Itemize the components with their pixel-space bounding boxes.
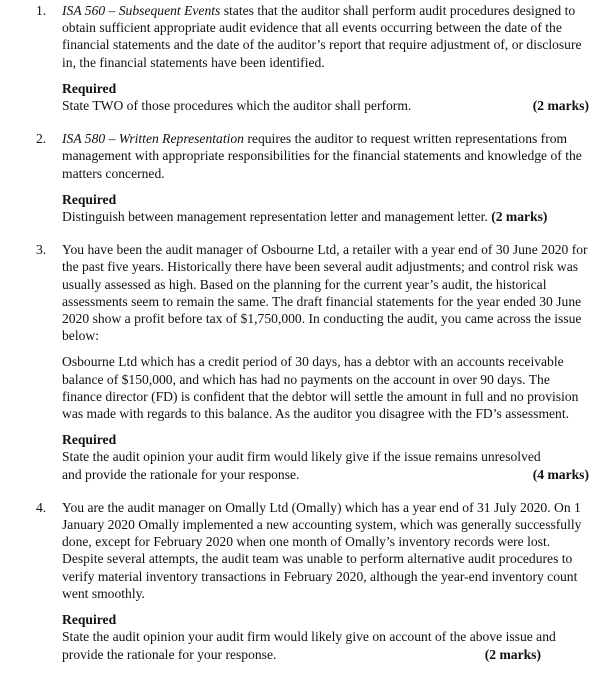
- question-title: ISA 560 – Subsequent Events: [62, 3, 221, 18]
- marks-label: (4 marks): [532, 466, 589, 482]
- required-text: and provide the rationale for your response.: [62, 466, 300, 482]
- question-title: ISA 580 – Written Representation: [62, 131, 244, 147]
- required-text: State TWO of those procedures which the auditor shall perform.: [62, 98, 412, 114]
- question-number: 3.: [36, 242, 47, 258]
- required-block: [62, 611, 591, 663]
- question-paragraph-1: You have been the audit manager of Osbourne Ltd, a retailer with a year end of 30 June 2020 for the past five years. Historically there have been several audit adjustments; and control risk was usually assessed as high. Based on the planning for the current year’s audit, the historical assessments seem to remain the same. The draft financial statements for the year ended 30 June 2020 show a profit before tax of $1,750,000. In conducting the audit, you came across the issue below:: [62, 242, 588, 344]
- required-line-2: [62, 466, 591, 483]
- required-block: [62, 191, 591, 225]
- question-3: [0, 241, 591, 483]
- required-line-1: State the audit opinion your audit firm would likely give if the issue remains unresolved: [62, 449, 541, 465]
- question-1: [0, 2, 591, 114]
- question-body: requires the auditor to request written representations from management with appropriate responsibilities for the financial statements and knowledge of the matters concerned.: [62, 131, 582, 181]
- required-block: [62, 431, 591, 483]
- marks-label: (2 marks): [484, 646, 541, 662]
- question-number: 1.: [36, 3, 47, 18]
- question-text: [62, 130, 591, 182]
- required-text: provide the rationale for your response.: [62, 646, 277, 662]
- required-heading: Required: [62, 432, 117, 448]
- required-line-2: [62, 646, 591, 663]
- question-2: [0, 130, 591, 225]
- required-line: [62, 97, 591, 114]
- required-line-1: State the audit opinion your audit firm would likely give on account of the above issue and: [62, 629, 556, 645]
- required-heading: Required: [62, 191, 117, 207]
- required-block: [62, 80, 591, 114]
- required-text: Distinguish between management representation letter and management letter.: [62, 209, 488, 225]
- question-number: 4.: [36, 499, 47, 515]
- marks-label: (2 marks): [532, 98, 589, 114]
- question-body: states that the auditor shall perform audit procedures designed to obtain sufficient appropriate audit evidence that all events occurring between the date of the financial statements and the date of the auditor’s report that require adjustment of, or disclosure in, the financial statements have been identified.: [62, 3, 582, 70]
- required-heading: Required: [62, 612, 117, 628]
- question-number: 2.: [36, 131, 47, 147]
- required-line: [62, 208, 591, 225]
- question-paragraph-2: Osbourne Ltd which has a credit period of 30 days, has a debtor with an accounts receivable balance of $150,000, and which has had no payments on the account in over 90 days. The finance director (FD) is confident that the debtor will settle the amount in full and no provision was made with regards to this balance. As the auditor you disagree with the FD’s assessment.: [62, 354, 579, 422]
- marks-label: (2 marks): [491, 209, 548, 225]
- question-4: [0, 499, 591, 663]
- required-heading: Required: [62, 80, 117, 96]
- question-paragraph-1: You are the audit manager on Omally Ltd (Omally) which has a year end of 31 July 2020. On 1 January 2020 Omally implemented a new accounting system, which was generally successfully done, except for February 2020 when one month of Omally’s inventory records were lost. Despite several attempts, the audit team was unable to perform alternative audit procedures to verify material inventory transactions in February 2020, although the year-end inventory count went smoothly.: [62, 499, 582, 601]
- question-text: [62, 2, 591, 71]
